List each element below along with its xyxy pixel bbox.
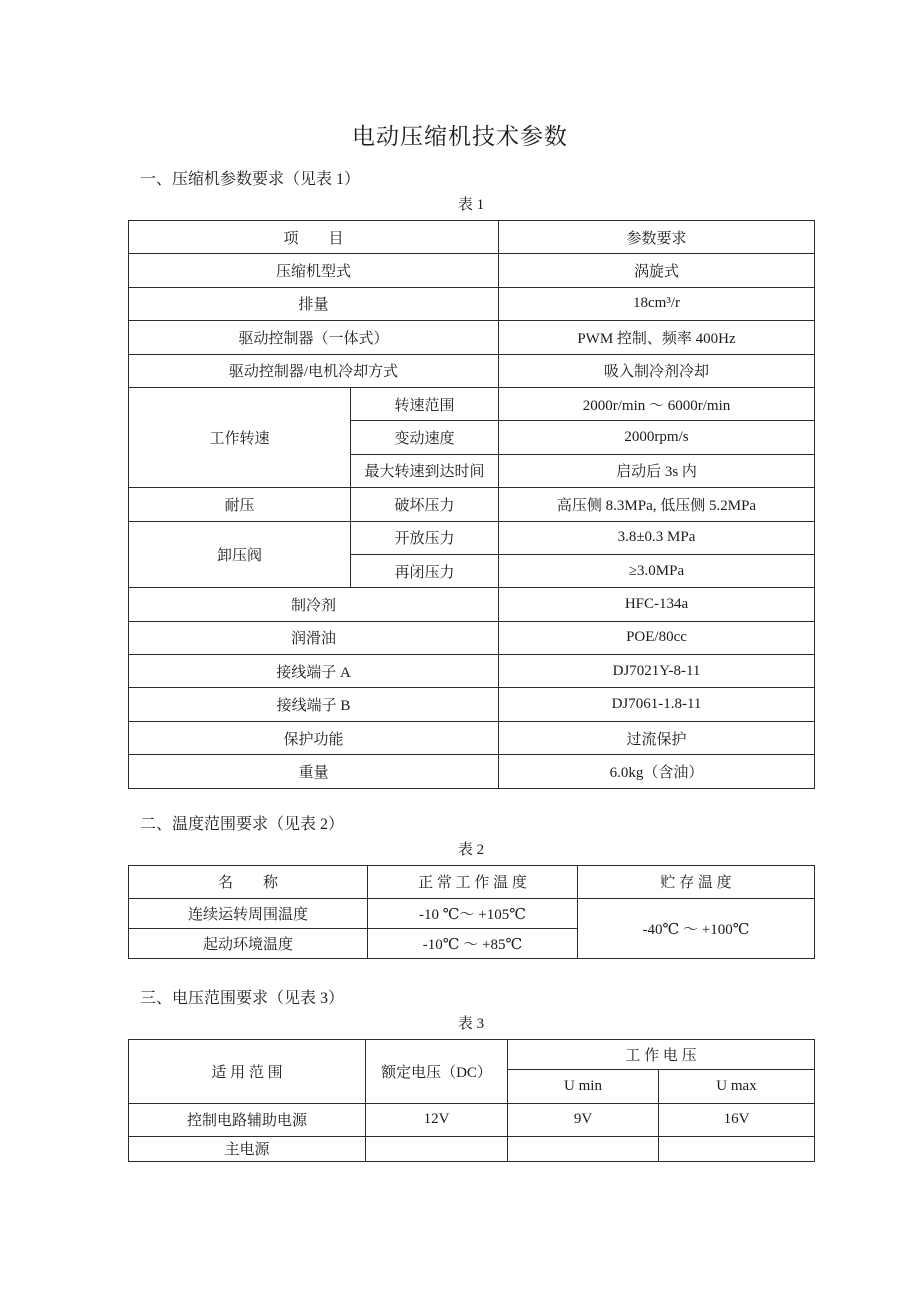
cell-value — [508, 1136, 659, 1161]
table-row — [129, 898, 815, 928]
header-cell-rated-voltage: 额定电压（DC） — [366, 1039, 508, 1103]
cell-value: 2000rpm/s — [499, 421, 815, 454]
header-cell-requirement: 参数要求 — [499, 221, 815, 254]
header-cell-umax: U max — [659, 1069, 815, 1103]
table-row — [129, 521, 815, 554]
cell-storage-value: -40℃ ～ +100℃ — [578, 898, 815, 958]
cell-label: 主电源 — [129, 1136, 366, 1161]
cell-value: ≥3.0MPa — [499, 554, 815, 587]
section-1-heading: 一、压缩机参数要求（见表 1） — [140, 171, 361, 188]
cell-value: 涡旋式 — [499, 254, 815, 287]
cell-label: 接线端子 B — [129, 688, 499, 721]
header-cell-name: 名 称 — [129, 865, 368, 898]
header-cell-item: 项 目 — [129, 221, 499, 254]
section-3-heading: 三、电压范围要求（见表 3） — [140, 989, 345, 1007]
cell-label: 排量 — [129, 287, 499, 320]
cell-label: 接线端子 A — [129, 655, 499, 688]
cell-label: 润滑油 — [129, 621, 499, 654]
header-cell-umin: U min — [508, 1069, 659, 1103]
table-row — [129, 1103, 815, 1136]
cell-label: 压缩机型式 — [129, 254, 499, 287]
cell-sublabel: 最大转速到达时间 — [351, 454, 499, 487]
cell-sublabel: 再闭压力 — [351, 554, 499, 587]
cell-sublabel: 转速范围 — [351, 387, 499, 420]
cell-value: -10 ℃～ +105℃ — [368, 898, 578, 928]
cell-label: 连续运转周围温度 — [129, 898, 368, 928]
table-row — [129, 755, 815, 788]
cell-group-label: 工作转速 — [129, 387, 351, 487]
table-row — [129, 865, 815, 898]
table-1-caption: 表 1 — [457, 197, 485, 213]
cell-value: 启动后 3s 内 — [499, 454, 815, 487]
cell-sublabel: 变动速度 — [351, 421, 499, 454]
table-row — [129, 1136, 815, 1161]
table-row — [129, 321, 815, 354]
cell-sublabel: 破坏压力 — [351, 488, 499, 521]
cell-value — [366, 1136, 508, 1161]
document-title: 电动压缩机技术参数 — [352, 124, 568, 149]
cell-sublabel: 开放压力 — [351, 521, 499, 554]
table-row — [129, 387, 815, 420]
cell-value — [659, 1136, 815, 1161]
table-2-caption: 表 2 — [457, 841, 485, 858]
cell-value: DJ7021Y-8-11 — [499, 655, 815, 688]
cell-value: POE/80cc — [499, 621, 815, 654]
table-row — [129, 254, 815, 287]
table-row — [129, 287, 815, 320]
cell-value: 3.8±0.3 MPa — [499, 521, 815, 554]
header-cell-scope: 适 用 范 围 — [129, 1039, 366, 1103]
cell-group-label: 耐压 — [129, 488, 351, 521]
table-2 — [128, 865, 815, 959]
cell-label: 重量 — [129, 755, 499, 788]
cell-value: -10℃ ～ +85℃ — [368, 928, 578, 958]
cell-value: 18cm³/r — [499, 287, 815, 320]
cell-label: 控制电路辅助电源 — [129, 1103, 366, 1136]
cell-label: 驱动控制器（一体式） — [129, 321, 499, 354]
table-row — [129, 488, 815, 521]
table-3 — [128, 1039, 815, 1162]
table-row — [129, 688, 815, 721]
cell-value: HFC-134a — [499, 588, 815, 621]
cell-value: 16V — [659, 1103, 815, 1136]
cell-label: 起动环境温度 — [129, 928, 368, 958]
table-row — [129, 655, 815, 688]
cell-group-label: 卸压阀 — [129, 521, 351, 588]
header-cell-storage-temp: 贮 存 温 度 — [578, 865, 815, 898]
table-row — [129, 621, 815, 654]
header-cell-working-voltage: 工 作 电 压 — [508, 1039, 815, 1069]
table-1 — [128, 220, 815, 789]
table-row — [129, 588, 815, 621]
cell-value: 吸入制冷剂冷却 — [499, 354, 815, 387]
cell-value: 高压侧 8.3MPa, 低压侧 5.2MPa — [499, 488, 815, 521]
cell-label: 驱动控制器/电机冷却方式 — [129, 354, 499, 387]
table-row — [129, 221, 815, 254]
cell-value: 9V — [508, 1103, 659, 1136]
cell-value: PWM 控制、频率 400Hz — [499, 321, 815, 354]
table-row — [129, 354, 815, 387]
cell-value: 2000r/min ～ 6000r/min — [499, 387, 815, 420]
table-row — [129, 721, 815, 754]
cell-label: 制冷剂 — [129, 588, 499, 621]
cell-value: 12V — [366, 1103, 508, 1136]
cell-value: DJ7061-1.8-11 — [499, 688, 815, 721]
table-3-caption: 表 3 — [457, 1015, 485, 1032]
table-row — [129, 1039, 815, 1069]
cell-value: 6.0kg（含油） — [499, 755, 815, 788]
cell-value: 过流保护 — [499, 721, 815, 754]
cell-label: 保护功能 — [129, 721, 499, 754]
header-cell-operating-temp: 正 常 工 作 温 度 — [368, 865, 578, 898]
section-2-heading: 二、温度范围要求（见表 2） — [140, 815, 345, 833]
